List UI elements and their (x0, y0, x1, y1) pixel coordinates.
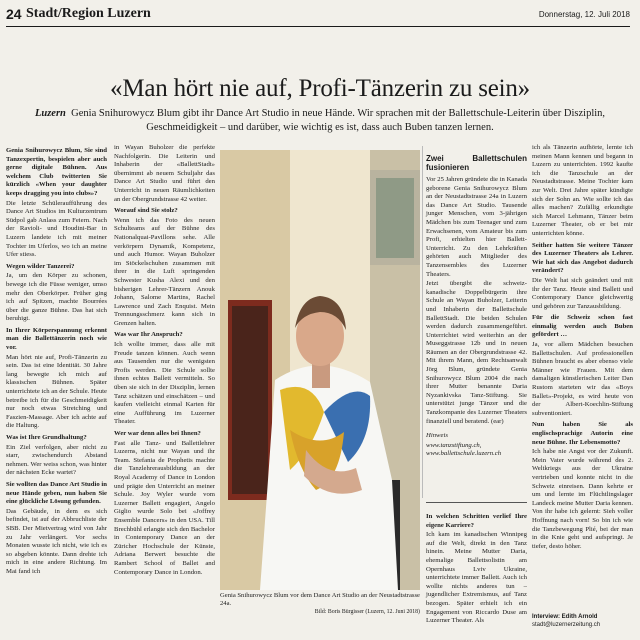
question: Was war Ihr Anspruch? (114, 331, 183, 339)
article-dek (18, 107, 622, 135)
answer: Die letzte Schüleraufführung des Dance Art Studios im Kulturzentrum Südpol gab Anlass zum Feiern. Nach der Ravioli- und Houdini-Bar in Luzern landete ich mit meiner Tochter im Uferlos, wo ich an meine Ufer stiess. (6, 199, 107, 259)
dateline: Luzern (34, 108, 66, 119)
portrait-photo (220, 150, 420, 590)
page-number: 24 (6, 6, 22, 22)
answer: Ja, vor allem Mädchen besuchen Ballettschulen. Auf professionellen Bühnen braucht es aber ebenso viele Männer wie Frauen. Mit dem damaligen künstlerischen Leiter Dan Rustom starteten wir das «Boys Ballet»-Projekt, es wird heute von der Albert-Koechlin-Stiftung subventioniert. (532, 341, 633, 417)
answer: Die Welt hat sich geändert und mit ihr der Tanz. Heute sind Ballett und Contemporary Dance gleichwertig und gehören zur Tanzausbildung. (532, 276, 633, 310)
question: Genia Snihurowycz Blum, Sie sind Tanzexpertin, bespielen aber auch gerne digitale Bühnen. Aus welchem Club twitterten Sie kürzlich «When your daughter keeps dragging you into clubs»? (6, 147, 107, 197)
caption-text: Genia Snihurowycz Blum vor dem Dance Art Studio an der Neustadtstrasse 24a. (220, 592, 420, 607)
section-title: Stadt/Region Luzern (26, 6, 151, 21)
question: Nun haben Sie als englischsprachige Autorin eine neue Bühne. Ihr Lebensmotto? (532, 421, 633, 446)
web-links[interactable]: www.tanzstiftung.ch, www.ballettschule.luzern.ch (426, 441, 502, 458)
answer: Ich kam im kanadischen Winnipeg auf die Welt, direkt in den Tanz hinein. Meine Mutter Daria, ehemalige Ballettsolistin am Opernhaus Lviv Ukraine, unterrichtete immer Ballett. Auch ich wollte nichts anderes tun – jugendlicher Extremismus, auf Tanz bezogen. Später erhielt ich ein Engagement von Riccardo Duse am Luzerner Theater. Als (426, 531, 527, 625)
answer: Ja, um den Körper zu schonen, bewege ich die Füsse weniger, umso mehr den Oberkörper. Früher ging ich auf Spitzen, machte Bourrées über die ganze Bühne. Das hat sich beruhigt. (6, 272, 107, 323)
answer: Ein Ziel verfolgen, aber nicht zu starr, zwischendurch Abstand nehmen. Wer weiss schon, was hinter der nächsten Ecke wartet? (6, 443, 107, 477)
question: Für die Schweiz schon fast einmalig werden auch Buben gefördert … (532, 314, 633, 339)
article-column-2 (114, 144, 215, 576)
answer: in Wayan Buholzer die perfekte Nachfolgerin. Die Leiterin und Inhaberin der «BallettStadt» übernimmt ab neuem Schuljahr das Dance Art Studio und führt den Unterricht in neuen Räumlichkeiten an der Obergrundstrasse 42 weiter. (114, 144, 215, 203)
portrait-illustration (220, 150, 420, 590)
article-column-4 (426, 510, 527, 632)
photo-credit: Bild: Boris Bürgisser (Luzern, 12. Juni 2018) (314, 609, 420, 615)
answer: Ich habe nie Angst vor der Zukunft. Mein Vater wurde während des 2. Weltkriegs aus der Ukraine vertrieben und konnte nicht in die Schweiz einreisen. Dann kehrte er um und lernte im Flüchtlingslager Landeck meine Mutter Daria kennen. Von ihr habe ich gelernt: Sieh voller Hoffnung nach vorn! So bin ich wie die Tanzbewegung Plié, bei der man in die Knie geht und aufspringt. Je tiefer, desto höher. (532, 448, 633, 550)
article-column-3 (532, 144, 633, 632)
author-email[interactable]: stadt@luzernerzeitung.ch (532, 621, 601, 628)
answer: Wenn ich das Foto des neuen Schulteams auf der Bühne des Nationalquai-Pavillons sehe. Alle verkörpern Dynamik, Kompetenz, und auch Humor. Wayan Buholzer im Stöckelschuhen zusammen mit ihrer in die Luft springenden Schwester Kusha Alexi und den bisherigen Lehrer-Tänzern Anouk Johann, Salome Martins, Rachel Lawrence und Zach Enquist. Mein Trennungsschmerz kann sich in Grenzen halten. (114, 216, 215, 327)
info-box (426, 154, 527, 499)
hint-label: Hinweis (426, 432, 448, 440)
question: Sie wollten das Dance Art Studio in neue Hände geben, nun haben Sie eine glückliche Lösung gefunden. (6, 480, 107, 506)
author-credit (532, 614, 633, 629)
question: Wer war denn alles bei Ihnen? (114, 430, 201, 437)
article-column-1 (6, 144, 107, 632)
article-headline: «Man hört nie auf, Profi-Tänzerin zu sein» (110, 75, 530, 102)
answer: Man hört nie auf, Profi-Tänzerin zu sein. Das ist eine Identität. 30 Jahre lang bewegte ich mich auf klassischen Bühnen. Später unterrichtete ich an der Schule. Heute betreibe ich für die Geschmeidigkeit nur noch etwas Stretching und Faszien-Massage. Aber ich achte auf die Haltung. (6, 353, 108, 430)
info-box-text: Vor 25 Jahren gründete die in Kanada geborene Genia Snihurowycz Blum an der Neustadtstrasse 24a in Luzern das Dance Art Studio. Tausende junger Menschen, vom 3-jährigen Mädchen bis zum Teenager und zum Erwachsenen, vom Amateur bis zum Profi, erhielten hier Ballett-Unterricht. Zu den Lehrkräften gehörten auch Mitglieder des Tanzensembles des Luzerner Theaters. (426, 176, 527, 278)
answer: Ich wollte immer, dass alle mit Freude tanzen können. Auch wenn aus Tausenden nur die wenigsten Profis werden. Die Schule sollte ihnen echtes Ballett vermitteln. So üben sie sich in der Disziplin, lernen Tanz schätzen und einschätzen – und kaufen vielleicht einmal Karten für eine Aufführung im Luzerner Theater. (114, 341, 215, 426)
answer: Das Gebäude, in dem es sich befindet, ist auf der Abbruchliste der SBB. Der Mietvertrag wird von Jahr zu Jahr verlängert. Vor sechs Monaten wusste ich nicht, wie ich es so abgeben könnte. Dann drehte ich mich in eine andere Richtung. Im Mai fand ich (6, 507, 107, 575)
masthead (6, 4, 630, 27)
issue-date: Donnerstag, 12. Juli 2018 (538, 10, 630, 19)
question: In welchen Schritten verlief Ihre eigene Karriere? (426, 513, 527, 529)
question: In Ihrer Körperspannung erkennt man die Ballettänzerin noch wie vor. (6, 326, 107, 352)
question: Worauf sind Sie stolz? (114, 207, 178, 215)
answer: Fast alle Tanz- und Ballettlehrer Luzerns, nicht nur Wayan und ihr Team. Stefania de Prophetis machte die Tanzlehrerausbildung an der Royal Academy of Dance in London und prägte den Unterricht an meiner Schule. Joy Wyler wurde vom Luzerner Ballett engagiert, Angelo Giglio wurde Solo bei «Joffrey Ensemble Dancers» in den USA. Till Brechbühl erlangte sich den Bachelor in Contemporary Dance an der Züricher Hochschule der Künste, Adriana Berwert besuchte die Rambert School of Ballet and Contemporary Dance in London. (114, 439, 215, 576)
dek-text: Genia Snihurowycz Blum gibt ihr Dance Art Studio in neue Hände. Wir sprachen mit der Ballettschule-Leiterin über Disziplin, Geschmeidigkeit – und darüber, wie wichtig es ist, dass auch Buben tanzen lernen. (71, 108, 606, 133)
question: Seither hatten Sie weitere Tänzer des Luzerner Theaters als Lehrer. Wie hat sich das Angebot dadurch verändert? (532, 241, 633, 275)
info-box-text: Jetzt übergibt die schweiz-kanadische Doppelbürgerin ihre Schule an Wayan Buholzer, Leiterin und Inhaberin der Ballettschule BallettStadt. Die beiden Schulen werden dadurch zusammengeführt. Unterrichtet wird weiterhin an der Museggstrasse 12b und in neuen Räumen an der Obergrundstrasse 42. Mit ihrem Mann, dem Rechtsanwalt Jörg Blum, gründete Genia Snihurowycz Blum 2004 die nach ihrer Mutter benannte Daria Nyzankivska Tanz-Stiftung. Sie unterstützt junge Tänzer und die Tanzkompanie des Luzerner Theaters finanziell und beratend. (ear) (426, 280, 527, 425)
answer: ich als Tänzerin aufhörte, lernte ich meinen Mann kennen und begann in Luzern zu unterrichten. 1992 kaufte ich die Tanzschule an der Neustadtstrasse. Meine Tochter kam zur Welt. Drei Jahre später kündigte sich der Sohn an. Wie sollte ich das alles machen? Zufällig erkundigte sich Marcel Lehmann, Tänzer beim Luzerner Theater, ob er bei mir unterrichten könne. (532, 144, 633, 237)
author-name: Interview: Edith Arnold (532, 614, 598, 620)
divider (426, 502, 527, 503)
question: Was ist Ihre Grundhaltung? (6, 434, 87, 441)
question: Wegen wilder Tanzerei? (6, 262, 75, 270)
info-box-title: Zwei Ballettschulen fusionieren (426, 154, 527, 172)
photo-caption (220, 592, 420, 616)
